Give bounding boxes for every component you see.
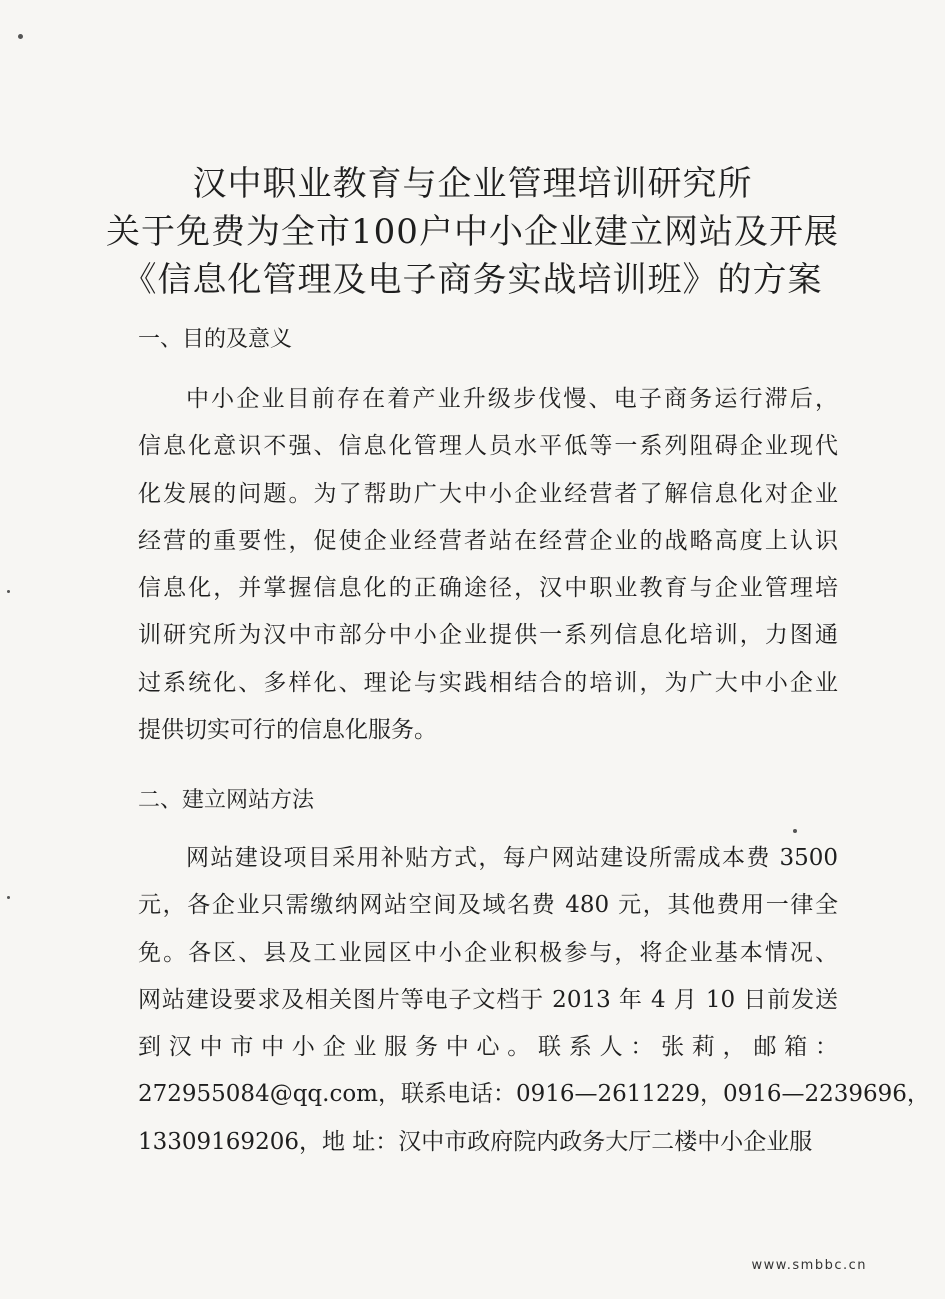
title-line-1: 汉中职业教育与企业管理培训研究所: [192, 164, 753, 204]
paragraph-line: 网站建设项目采用补贴方式，每户网站建设所需成本费 3500: [186, 845, 838, 871]
scan-speck: [18, 34, 23, 39]
paragraph-line: 经营的重要性，促使企业经营者站在经营企业的战略高度上认识: [138, 527, 838, 554]
scan-speck: [7, 590, 10, 593]
document-title: [100, 160, 845, 304]
section-1-paragraph: [138, 376, 838, 754]
scan-speck: [7, 896, 10, 899]
paragraph-line: 信息化意识不强、信息化管理人员水平低等一系列阻碍企业现代: [138, 433, 838, 460]
paragraph-line: 中小企业目前存在着产业升级步伐慢、电子商务运行滞后，: [186, 386, 838, 412]
title-line-2: 关于免费为全市100户中小企业建立网站及开展: [106, 212, 839, 252]
section-2-paragraph: [138, 835, 930, 1166]
site-watermark: www.smbbc.cn: [751, 1258, 867, 1273]
paragraph-line: 免。各区、县及工业园区中小企业积极参与，将企业基本情况、: [138, 939, 838, 966]
paragraph-line: 272955084@qq.com，联系电话：0916—2611229，0916—2239696，: [138, 1081, 930, 1108]
paragraph-line: 网站建设要求及相关图片等电子文档于 2013 年 4 月 10 日前发送: [138, 986, 838, 1013]
paragraph-line: 信息化，并掌握信息化的正确途径，汉中职业教育与企业管理培: [138, 575, 838, 602]
title-line-3: 《信息化管理及电子商务实战培训班》的方案: [122, 260, 823, 300]
section-1-heading: 一、目的及意义: [138, 327, 293, 352]
section-2-heading: 二、建立网站方法: [138, 788, 315, 813]
paragraph-line: 提供切实可行的信息化服务。: [138, 717, 437, 744]
paragraph-line: 化发展的问题。为了帮助广大中小企业经营者了解信息化对企业: [138, 480, 838, 507]
paragraph-line: 13309169206，地 址：汉中市政府院内政务大厅二楼中小企业服: [138, 1128, 813, 1155]
paragraph-line: 训研究所为汉中市部分中小企业提供一系列信息化培训，力图通: [138, 622, 838, 649]
paragraph-line: 到汉中市中小企业服务中心。联系人：张莉，邮箱：: [138, 1034, 838, 1061]
paragraph-line: 过系统化、多样化、理论与实践相结合的培训，为广大中小企业: [138, 669, 838, 696]
paragraph-line: 元，各企业只需缴纳网站空间及域名费 480 元，其他费用一律全: [138, 892, 838, 919]
scan-speck: [793, 829, 797, 833]
